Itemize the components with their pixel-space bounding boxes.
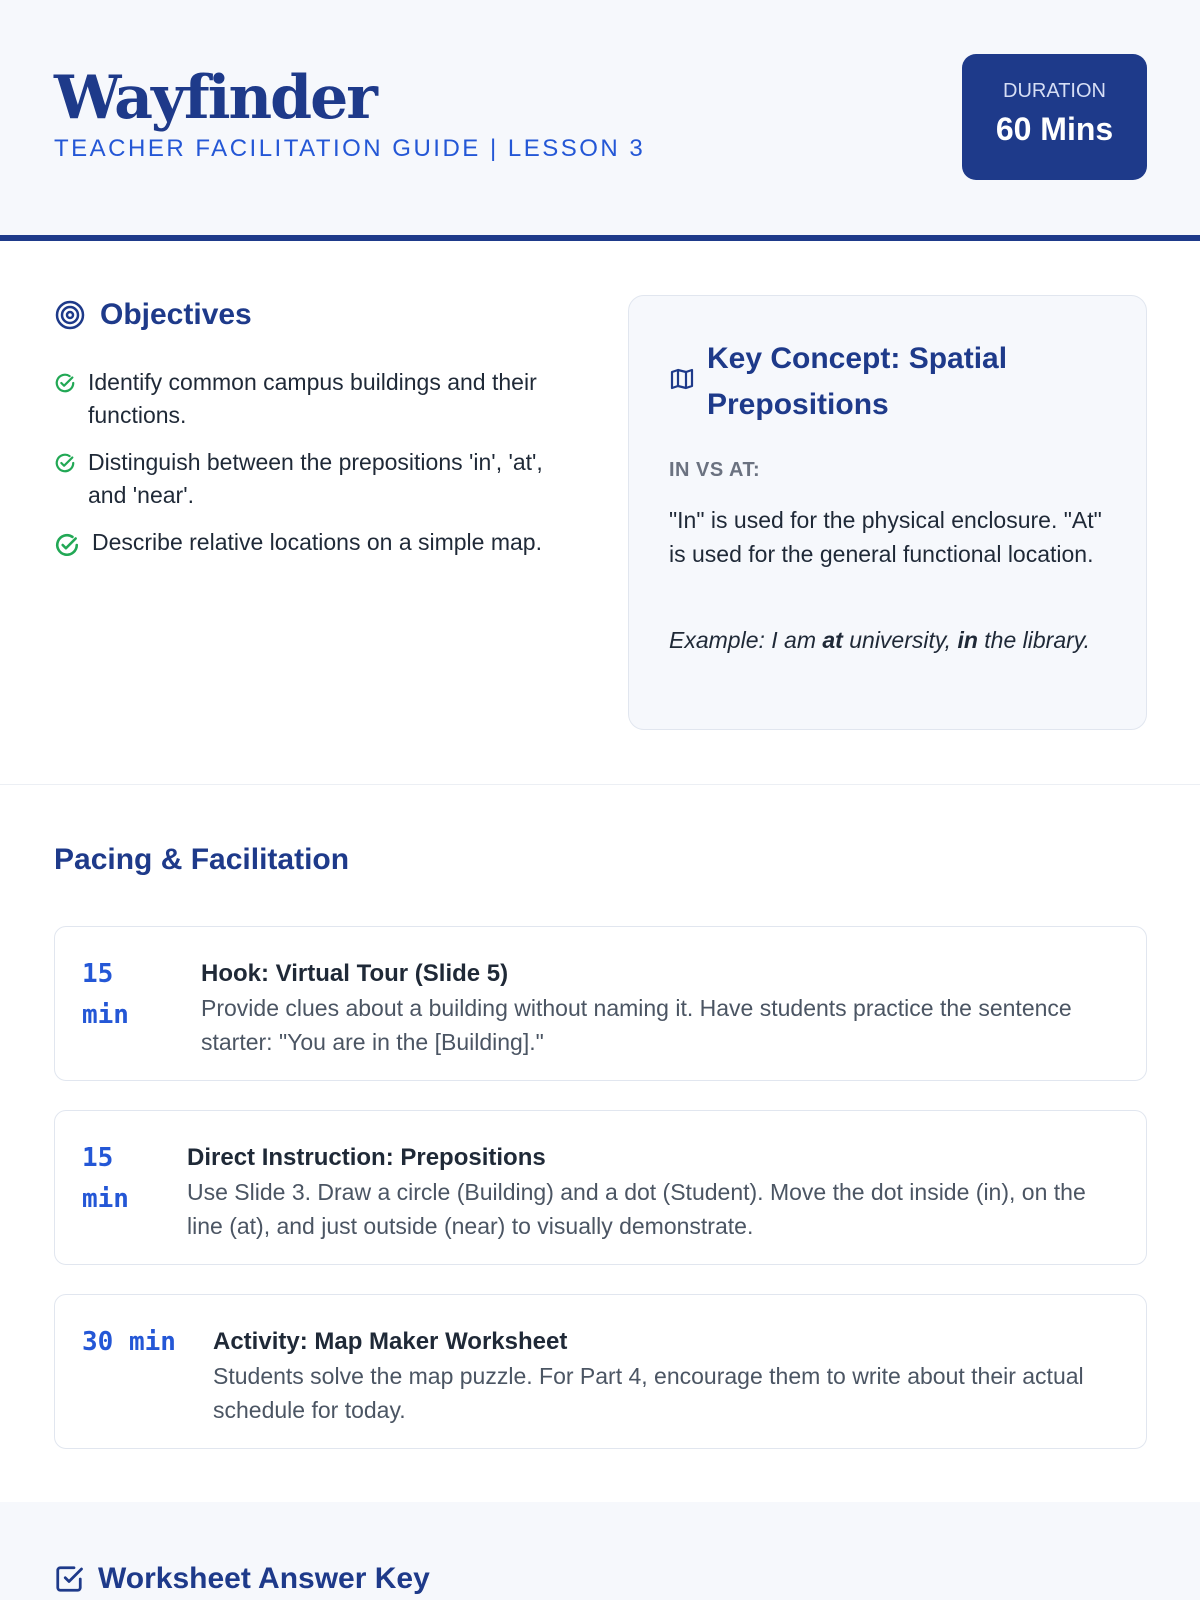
objectives-title: Objectives [100,298,252,331]
checkbox-icon [54,1564,84,1594]
objective-item [54,366,554,432]
map-icon [669,367,695,391]
pacing-body [213,1325,1118,1427]
pacing-time: 15 min [82,1143,129,1214]
example-bold-at: at [822,627,843,653]
pacing-title: Pacing & Facilitation [54,843,350,876]
pacing-body [187,1141,1118,1243]
key-concept-card [628,295,1147,730]
pacing-time: 30 min [82,1327,176,1357]
pacing-card [54,1110,1147,1265]
example-suffix: the library. [977,627,1090,653]
objective-text: Identify common campus buildings and their functions. [88,369,537,428]
objective-item [54,526,554,559]
objectives-heading [54,298,252,332]
answer-key-heading [54,1562,430,1596]
objective-text: Distinguish between the prepositions 'in', 'at', and 'near'. [88,449,543,508]
pacing-item-desc: Use Slide 3. Draw a circle (Building) and a dot (Student). Move the dot inside (in), on the line (at), and just outside (near) to visually demonstrate. [187,1179,1086,1239]
brand-title: Wayfinder [54,63,376,133]
key-concept-heading [669,336,1109,428]
objective-text: Describe relative locations on a simple map. [92,529,542,555]
duration-label: DURATION [1003,80,1106,102]
check-circle-icon [54,452,76,474]
objectives-list [54,366,554,573]
example-middle: university, [842,627,958,653]
key-concept-label: IN VS AT: [669,459,761,481]
key-concept-title: Key Concept: Spatial Prepositions [707,342,1008,421]
check-circle-icon [54,532,80,558]
objective-item [54,446,554,512]
key-concept-text: "In" is used for the physical enclosure. "At" is used for the general functional location. [669,507,1102,567]
duration-value: 60 Mins [995,111,1114,147]
guide-subtitle: TEACHER FACILITATION GUIDE | LESSON 3 [54,135,646,162]
pacing-item-title: Activity: Map Maker Worksheet [213,1328,568,1355]
pacing-item-title: Direct Instruction: Prepositions [187,1144,546,1171]
pacing-time: 15 min [82,959,129,1030]
answer-key-title: Worksheet Answer Key [98,1562,430,1595]
key-concept-example [669,623,1114,657]
pacing-item-title: Hook: Virtual Tour (Slide 5) [201,960,509,987]
example-prefix: Example: I am [669,627,823,653]
pacing-body [201,957,1118,1059]
check-circle-icon [54,372,76,394]
pacing-item-desc: Provide clues about a building without naming it. Have students practice the sentence starter: "You are in the [Building]." [201,995,1072,1055]
pacing-card [54,926,1147,1081]
duration-badge [962,54,1147,180]
pacing-card [54,1294,1147,1449]
page-header [0,0,1200,241]
pacing-item-desc: Students solve the map puzzle. For Part 4, encourage them to write about their actual schedule for today. [213,1363,1084,1423]
section-divider [0,784,1200,785]
target-icon [54,299,86,331]
example-bold-in: in [957,627,978,653]
